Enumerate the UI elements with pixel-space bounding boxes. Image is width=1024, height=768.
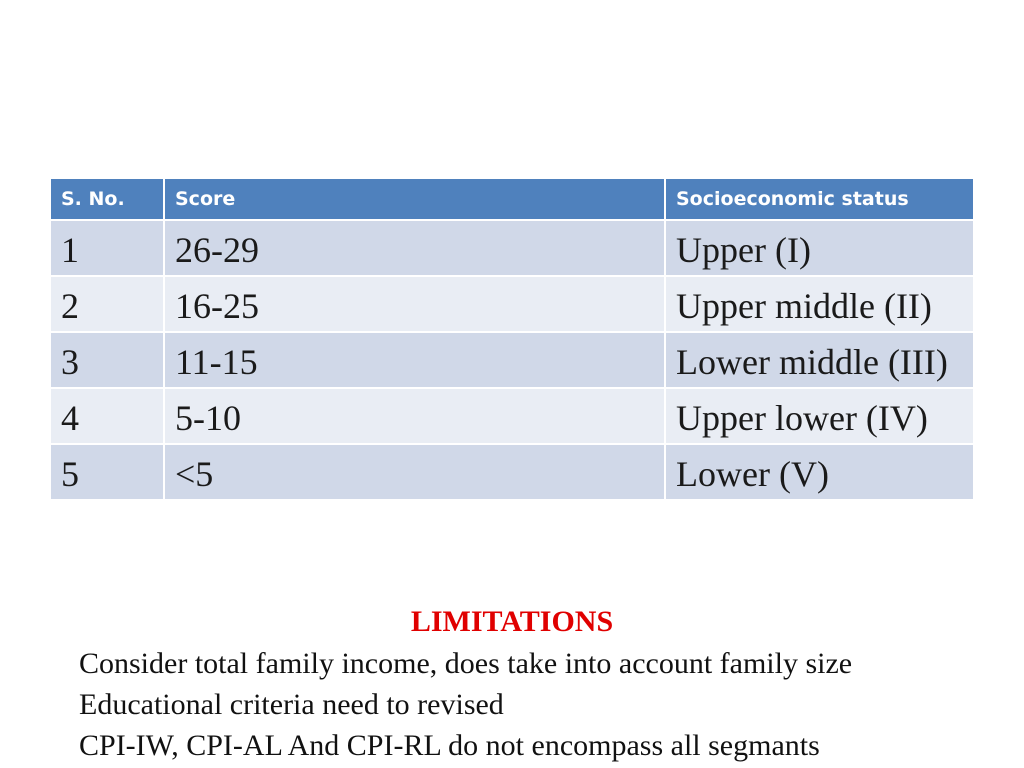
limitations-heading: LIMITATIONS [410, 605, 614, 638]
cell-status: Lower (V) [666, 445, 973, 501]
table-row [51, 221, 973, 277]
cell-status: Upper lower (IV) [666, 389, 973, 445]
cell-sno: 4 [51, 389, 165, 445]
table-row [51, 389, 973, 445]
limitation-item: Consider total family income, does take into account family size [79, 647, 853, 680]
limitation-item: CPI-IW, CPI-AL And CPI-RL do not encompass all segmants [79, 729, 820, 762]
cell-score: 16-25 [165, 277, 666, 333]
table-header-row [51, 179, 973, 221]
cell-sno: 1 [51, 221, 165, 277]
header-sno: S. No. [51, 179, 165, 221]
table-row [51, 333, 973, 389]
cell-score: <5 [165, 445, 666, 501]
cell-status: Lower middle (III) [666, 333, 973, 389]
cell-score: 11-15 [165, 333, 666, 389]
header-score: Score [165, 179, 666, 221]
cell-score: 5-10 [165, 389, 666, 445]
cell-sno: 3 [51, 333, 165, 389]
cell-score: 26-29 [165, 221, 666, 277]
cell-status: Upper (I) [666, 221, 973, 277]
limitations-list [79, 643, 999, 766]
limitation-item: Educational criteria need to revised [79, 688, 504, 721]
socioeconomic-status-table [51, 179, 973, 501]
header-socioeconomic-status: Socioeconomic status [666, 179, 973, 221]
cell-sno: 2 [51, 277, 165, 333]
table-row [51, 445, 973, 501]
cell-status: Upper middle (II) [666, 277, 973, 333]
table-row [51, 277, 973, 333]
cell-sno: 5 [51, 445, 165, 501]
